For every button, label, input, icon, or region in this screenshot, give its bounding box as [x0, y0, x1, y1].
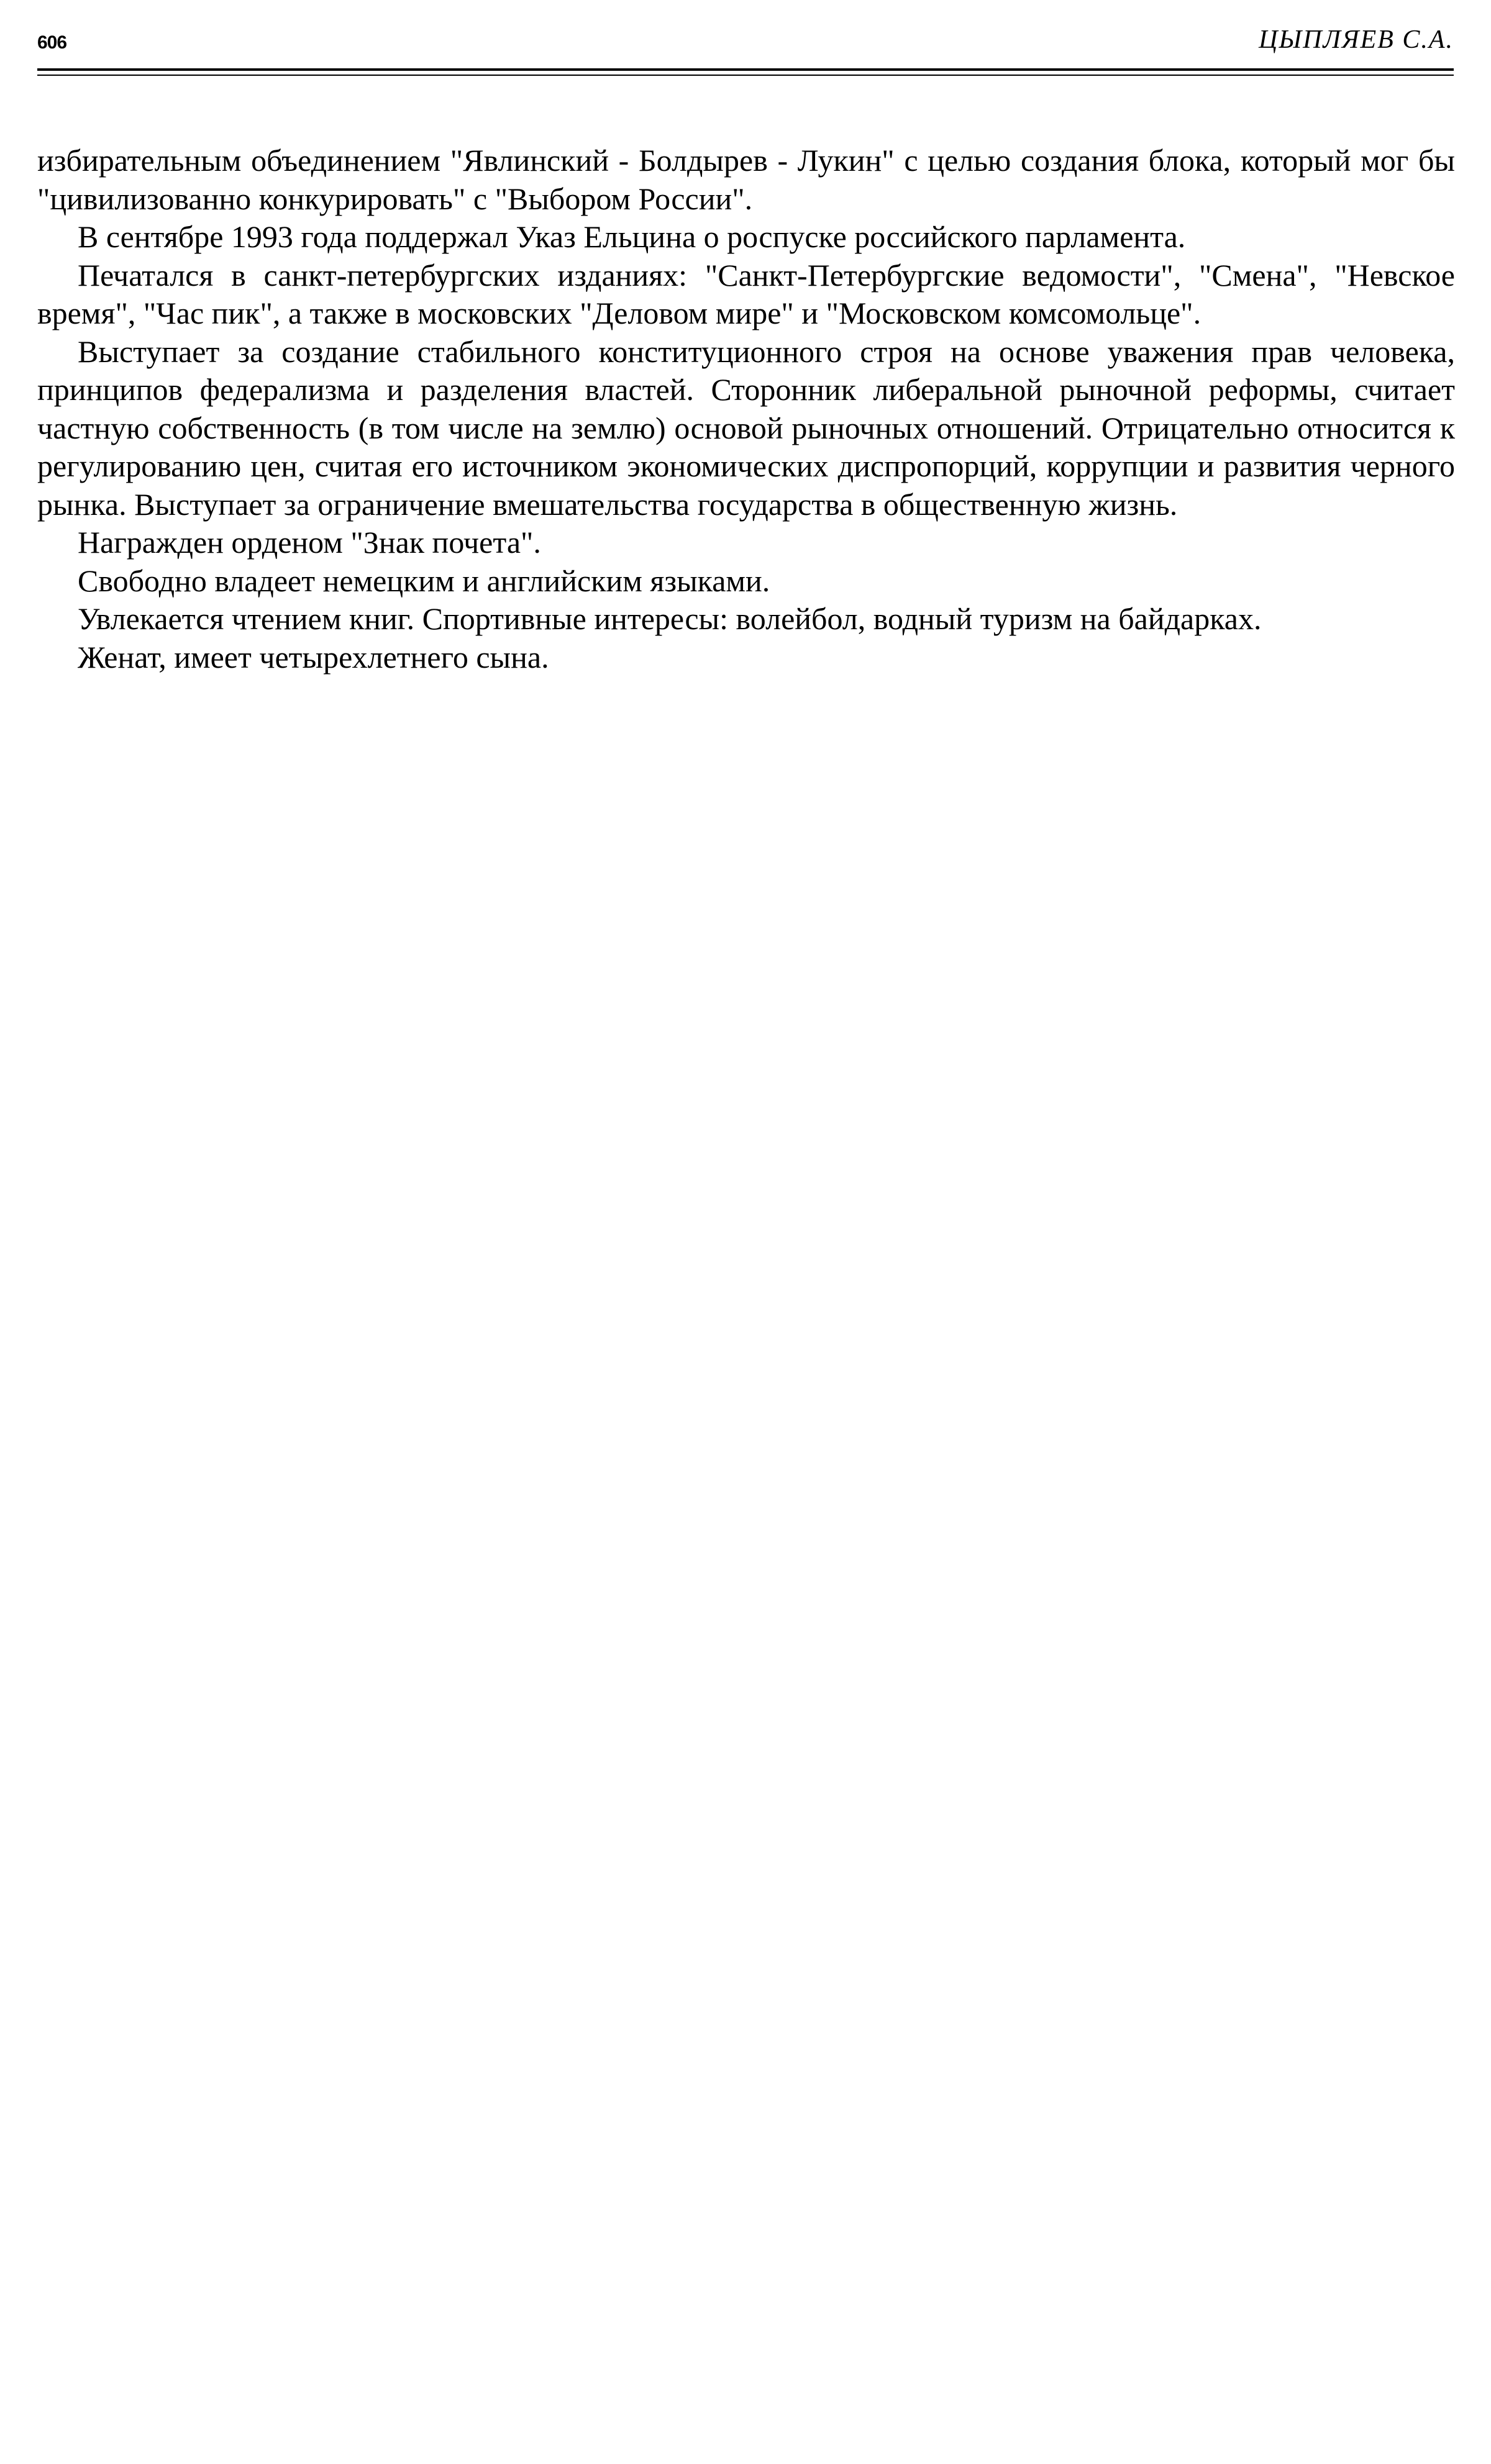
page-header: [37, 25, 1454, 56]
body-text: [37, 142, 1455, 676]
paragraph: Выступает за создание стабильного конституционного строя на основе уважения прав человека, принципов федерализма и разделения властей. Сторонник либеральной рыночной реформы, считает частную собственность (в том числе на землю) основой рыночных отношений. Отрицательно относится к регулированию цен, считая его источником экономических диспропорций, коррупции и развития черного рынка. Выступает за ограничение вмешательства государства в общественную жизнь.: [37, 334, 1455, 522]
header-rule-bottom: [37, 75, 1454, 76]
paragraph: Свободно владеет немецким и английским языками.: [78, 563, 770, 598]
paragraph: Увлекается чтением книг. Спортивные интересы: волейбол, водный туризм на байдарках.: [78, 601, 1262, 636]
header-rule-top: [37, 68, 1454, 71]
paragraph: Награжден орденом "Знак почета".: [78, 525, 541, 560]
paragraph-continued: избирательным объединением "Явлинский - Болдырев - Лукин" с целью создания блока, который мог бы "цивилизованно конкурировать" с "Выбором России".: [37, 143, 1455, 216]
paragraph: Женат, имеет четырехлетнего сына.: [78, 639, 549, 675]
paragraph: Печатался в санкт-петербургских изданиях: "Санкт-Петербургские ведомости", "Смена", "Невское время", "Час пик", а также в московских "Деловом мире" и "Московском комсомольце".: [37, 257, 1455, 330]
running-head: ЦЫПЛЯЕВ С.А.: [1259, 25, 1454, 54]
paragraph: В сентябре 1993 года поддержал Указ Ельцина о роспуске российского парламента.: [78, 219, 1186, 254]
page-number: 606: [37, 32, 67, 53]
